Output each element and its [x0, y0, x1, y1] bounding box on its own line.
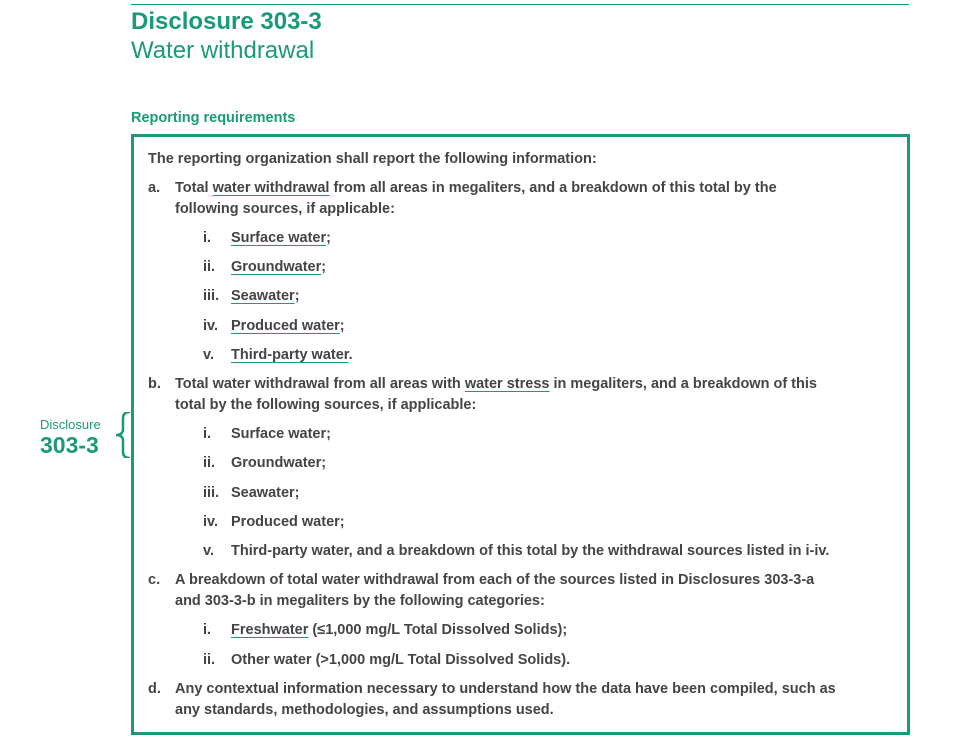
punctuation: ; — [339, 318, 345, 334]
section-heading: Reporting requirements — [131, 110, 296, 126]
curly-brace-icon — [112, 412, 132, 458]
item-marker: v. — [203, 543, 215, 559]
link-produced-water[interactable]: Produced water — [231, 318, 340, 334]
item-a-text-post: from all areas in megaliters, and a breakdown of this total by the — [329, 180, 777, 196]
item-marker: c. — [148, 572, 161, 588]
intro-text: The reporting organization shall report the following information: — [148, 151, 597, 167]
sub-item-text: Surface water; — [231, 426, 331, 442]
sub-item-text: (≤1,000 mg/L Total Dissolved Solids); — [308, 622, 568, 638]
item-marker: i. — [203, 426, 212, 442]
item-b-text-post: in megaliters, and a breakdown of this — [549, 376, 817, 392]
item-marker: i. — [203, 230, 212, 246]
item-marker: ii. — [203, 259, 216, 275]
link-water-withdrawal[interactable]: water withdrawal — [212, 180, 330, 196]
sub-item-text: Groundwater; — [231, 455, 327, 471]
title-block — [131, 8, 322, 66]
side-label-small: Disclosure — [40, 417, 101, 432]
item-marker: ii. — [203, 652, 216, 668]
link-water-stress[interactable]: water stress — [464, 376, 550, 392]
item-marker: d. — [148, 681, 161, 697]
sub-item-text: Seawater; — [231, 485, 300, 501]
item-d-line2: any standards, methodologies, and assumptions used. — [175, 702, 554, 718]
link-groundwater[interactable]: Groundwater — [231, 259, 322, 275]
item-marker: iv. — [203, 514, 219, 530]
item-b-text-pre: Total water withdrawal from all areas with — [175, 376, 465, 392]
sub-item-text: Produced water; — [231, 514, 345, 530]
item-marker: a. — [148, 180, 161, 196]
item-marker: iii. — [203, 288, 220, 304]
item-a-line2: following sources, if applicable: — [175, 201, 395, 217]
top-rule — [131, 4, 909, 5]
punctuation: ; — [321, 259, 327, 275]
item-c-line1: A breakdown of total water withdrawal from each of the sources listed in Disclosures 303-3-a — [175, 572, 815, 588]
side-disclosure-label — [40, 417, 112, 458]
side-label-number: 303-3 — [40, 432, 99, 458]
link-surface-water[interactable]: Surface water — [231, 230, 327, 246]
link-third-party-water[interactable]: Third-party water — [231, 347, 349, 363]
item-marker: i. — [203, 622, 212, 638]
item-marker: b. — [148, 376, 161, 392]
punctuation: ; — [294, 288, 300, 304]
disclosure-title: Water withdrawal — [131, 37, 315, 64]
sub-item-text: Third-party water, and a breakdown of this total by the withdrawal sources listed in i-iv. — [231, 543, 830, 559]
item-c-line2: and 303-3-b in megaliters by the following categories: — [175, 593, 545, 609]
link-seawater[interactable]: Seawater — [231, 288, 295, 304]
item-marker: ii. — [203, 455, 216, 471]
item-d-line1: Any contextual information necessary to understand how the data have been compiled, such as — [175, 681, 836, 697]
sub-item-text: Other water (>1,000 mg/L Total Dissolved Solids). — [231, 652, 571, 668]
link-freshwater[interactable]: Freshwater — [231, 622, 309, 638]
item-b-line2: total by the following sources, if applicable: — [175, 397, 477, 413]
item-marker: v. — [203, 347, 215, 363]
item-a-text-pre: Total — [175, 180, 213, 196]
punctuation: . — [348, 347, 353, 363]
punctuation: ; — [326, 230, 331, 246]
item-marker: iii. — [203, 485, 220, 501]
disclosure-code: Disclosure 303-3 — [131, 8, 322, 35]
item-marker: iv. — [203, 318, 219, 334]
